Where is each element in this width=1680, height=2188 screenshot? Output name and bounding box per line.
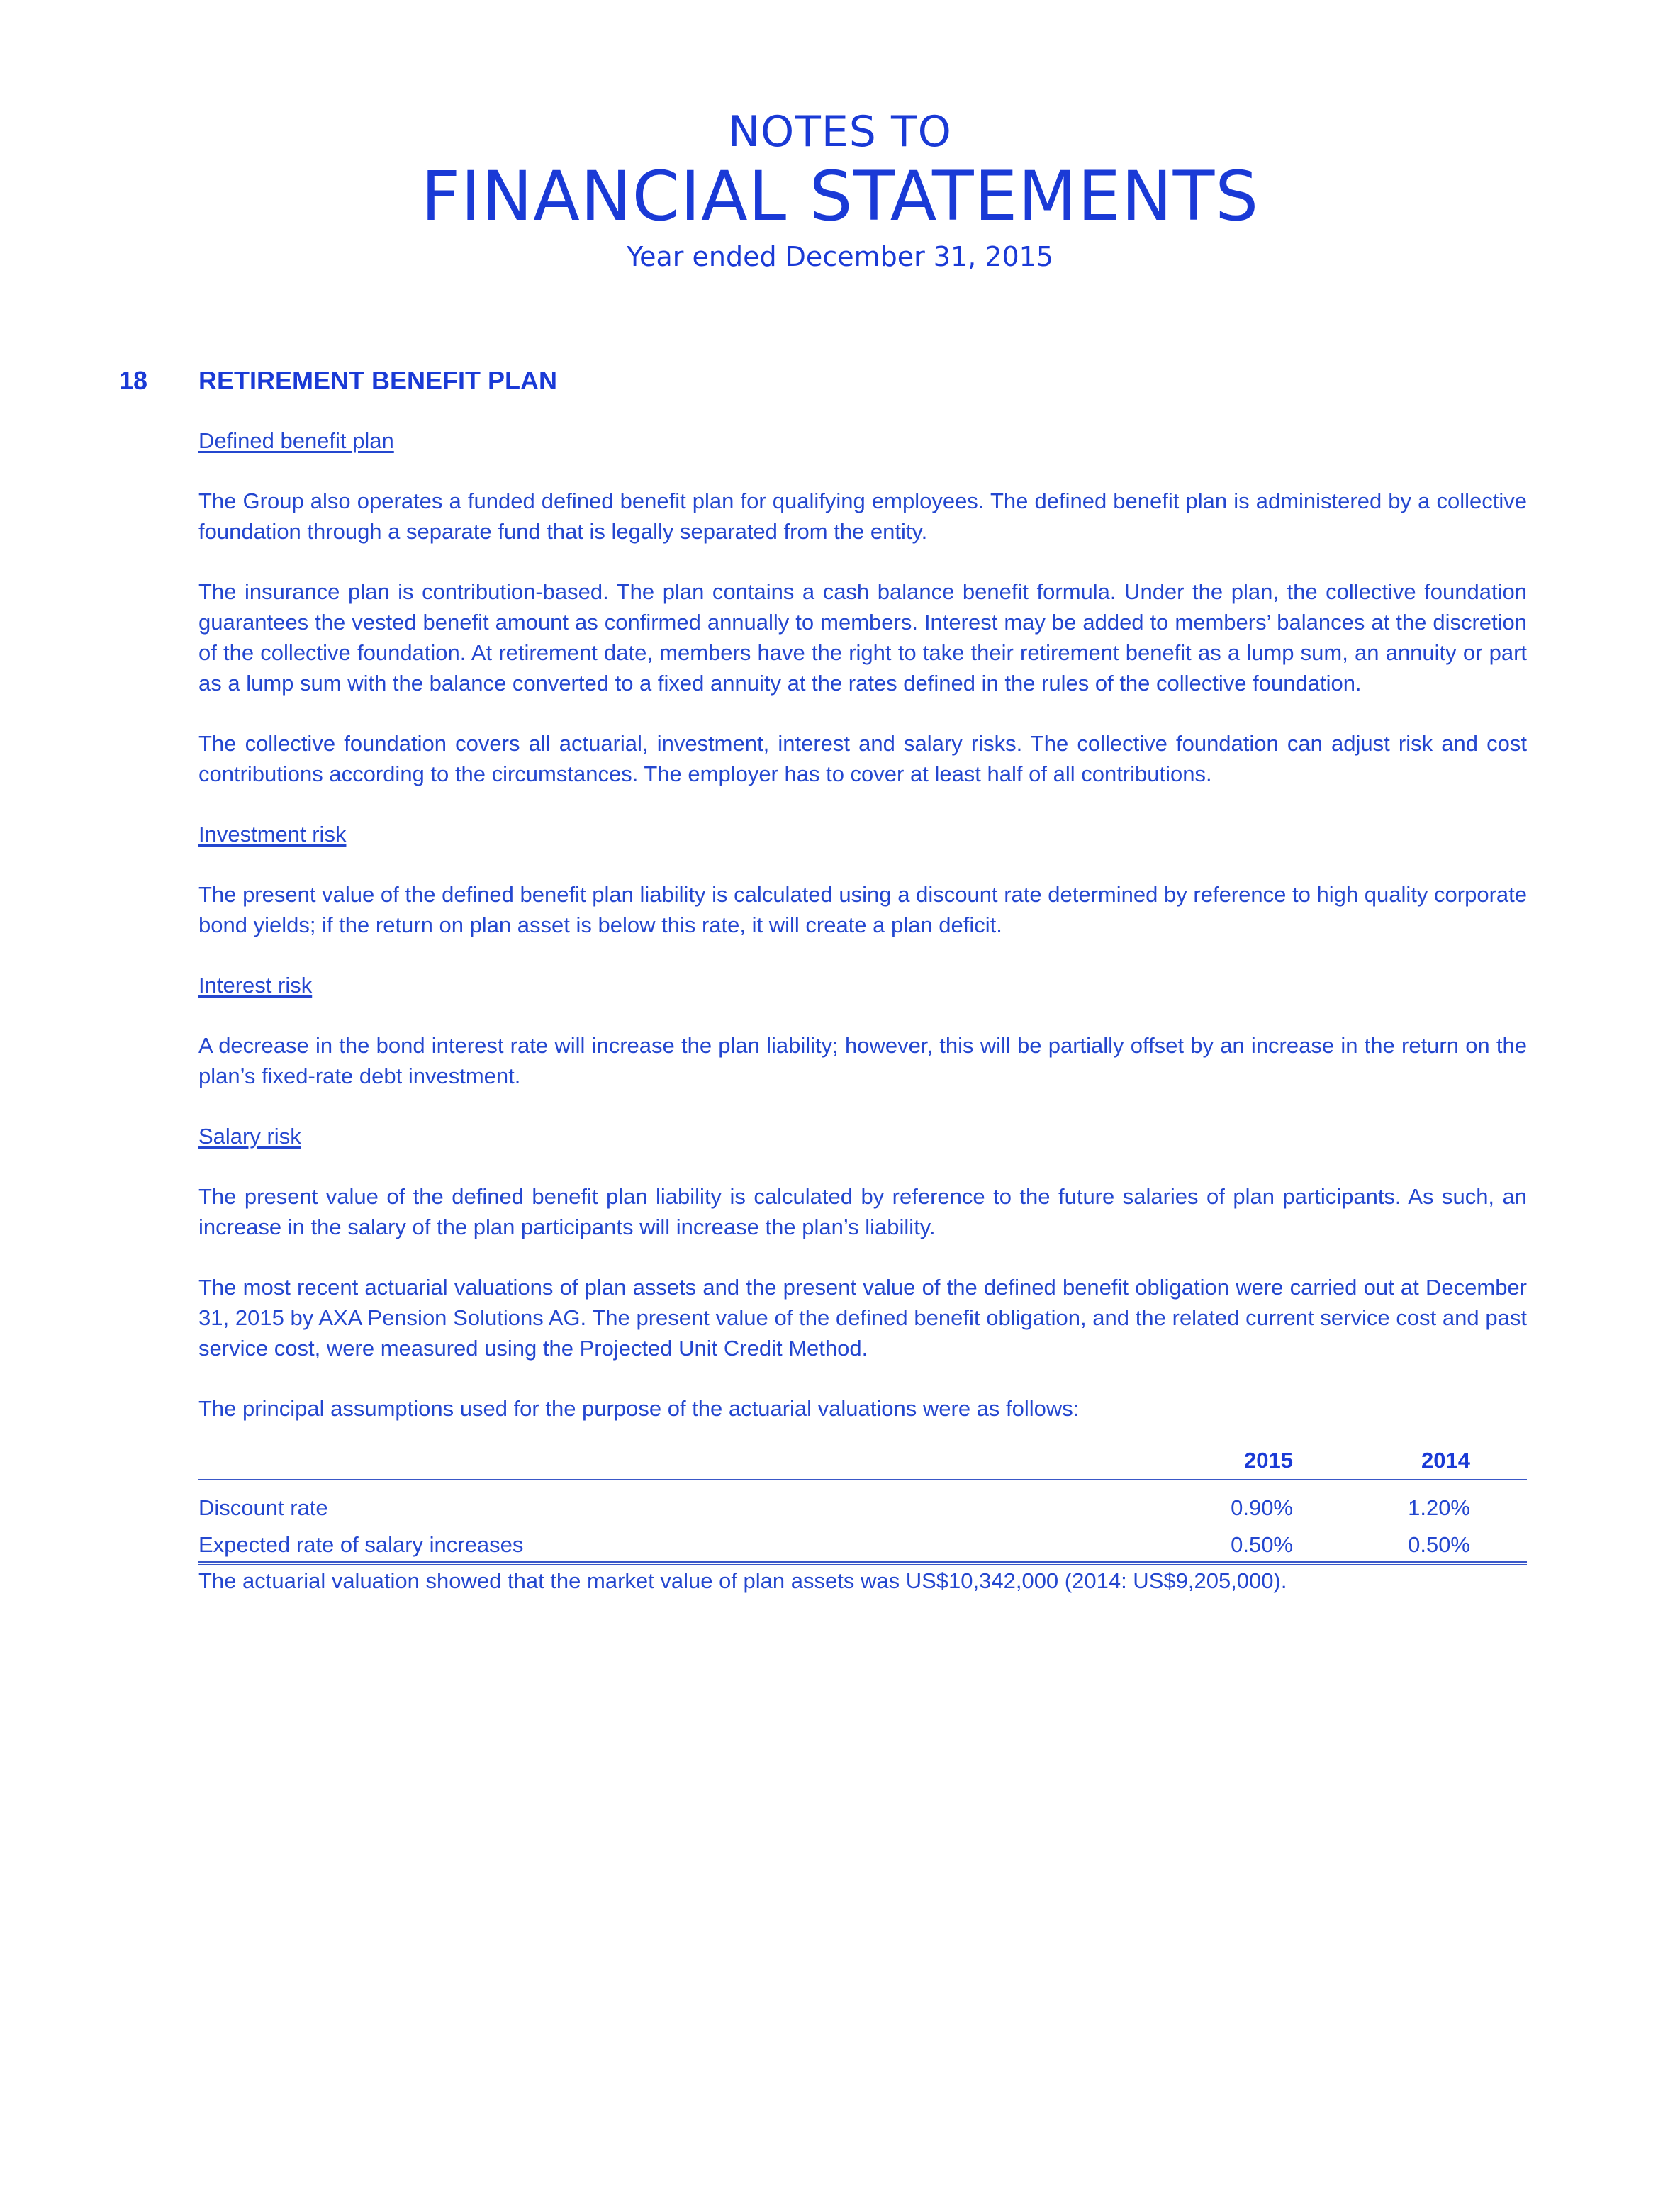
header-year: Year ended December 31, 2015 <box>626 241 1054 272</box>
header-notes-to: NOTES TO <box>728 107 952 157</box>
table-header-2015: 2015 <box>1244 1448 1293 1473</box>
paragraph: The present value of the defined benefit plan liability is calculated by reference to the future salaries of plan participants. As such, an increase in the salary of the plan participants will increase the plan’s liability. <box>198 1184 1527 1239</box>
paragraph: The most recent actuarial valuations of plan assets and the present value of the defined benefit obligation were carried out at December 31, 2015 by AXA Pension Solutions AG. The present value of the defined benefit obligation, and the related current service cost and past service cost, were measured using the Projected Unit Credit Method. <box>198 1275 1527 1361</box>
paragraph: The actuarial valuation showed that the market value of plan assets was US$10,342,000 (2014: US$9,205,000). <box>198 1568 1287 1593</box>
section-number: 18 <box>119 366 148 395</box>
table-header-row <box>198 1445 1527 1480</box>
header-title: FINANCIAL STATEMENTS <box>420 157 1260 236</box>
paragraph: The principal assumptions used for the purpose of the actuarial valuations were as follows: <box>198 1396 1080 1421</box>
subheading-interest-risk: Interest risk <box>198 973 313 998</box>
subheading-defined-benefit: Defined benefit plan <box>198 428 394 453</box>
section-body <box>198 425 1527 1626</box>
assumptions-table <box>198 1445 1527 1565</box>
table-header-label <box>198 1445 1180 1476</box>
paragraph: The insurance plan is contribution-based. The plan contains a cash balance benefit formula. Under the plan, the collective foundation guarantees the vested benefit amount as confirmed annually to members. Interest may be added to members’ balances at the discretion of the collective foundation. At retirement date, members have the right to take their retirement benefit as a lump sum, an annuity or part as a lump sum with the balance converted to a fixed annuity at the rates defined in the rules of the collective foundation. <box>198 579 1527 696</box>
row-value-2014: 0.50% <box>1408 1532 1470 1557</box>
row-value-2015: 0.90% <box>1231 1495 1293 1520</box>
page-header <box>0 106 1680 274</box>
paragraph: The Group also operates a funded defined benefit plan for qualifying employees. The defined benefit plan is administered by a collective foundation through a separate fund that is legally separated from the entity. <box>198 489 1527 544</box>
row-value-2014: 1.20% <box>1408 1495 1470 1520</box>
section-heading <box>119 365 557 396</box>
paragraph: The collective foundation covers all actuarial, investment, interest and salary risks. The collective foundation can adjust risk and cost contributions according to the circumstances. The employer has to cover at least half of all contributions. <box>198 731 1527 786</box>
subheading-investment-risk: Investment risk <box>198 822 347 847</box>
section-title: RETIREMENT BENEFIT PLAN <box>198 366 558 395</box>
row-label: Expected rate of salary increases <box>198 1532 524 1557</box>
paragraph: The present value of the defined benefit plan liability is calculated using a discount rate determined by reference to high quality corporate bond yields; if the return on plan asset is below this rate, it will create a plan deficit. <box>198 882 1527 937</box>
subheading-salary-risk: Salary risk <box>198 1124 301 1149</box>
row-value-2015: 0.50% <box>1231 1532 1293 1557</box>
row-label: Discount rate <box>198 1495 328 1520</box>
table-header-2014: 2014 <box>1421 1448 1470 1473</box>
table-row <box>198 1523 1527 1565</box>
table-row <box>198 1485 1527 1523</box>
paragraph: A decrease in the bond interest rate will increase the plan liability; however, this will be partially offset by an increase in the return on the plan’s fixed-rate debt investment. <box>198 1033 1527 1088</box>
